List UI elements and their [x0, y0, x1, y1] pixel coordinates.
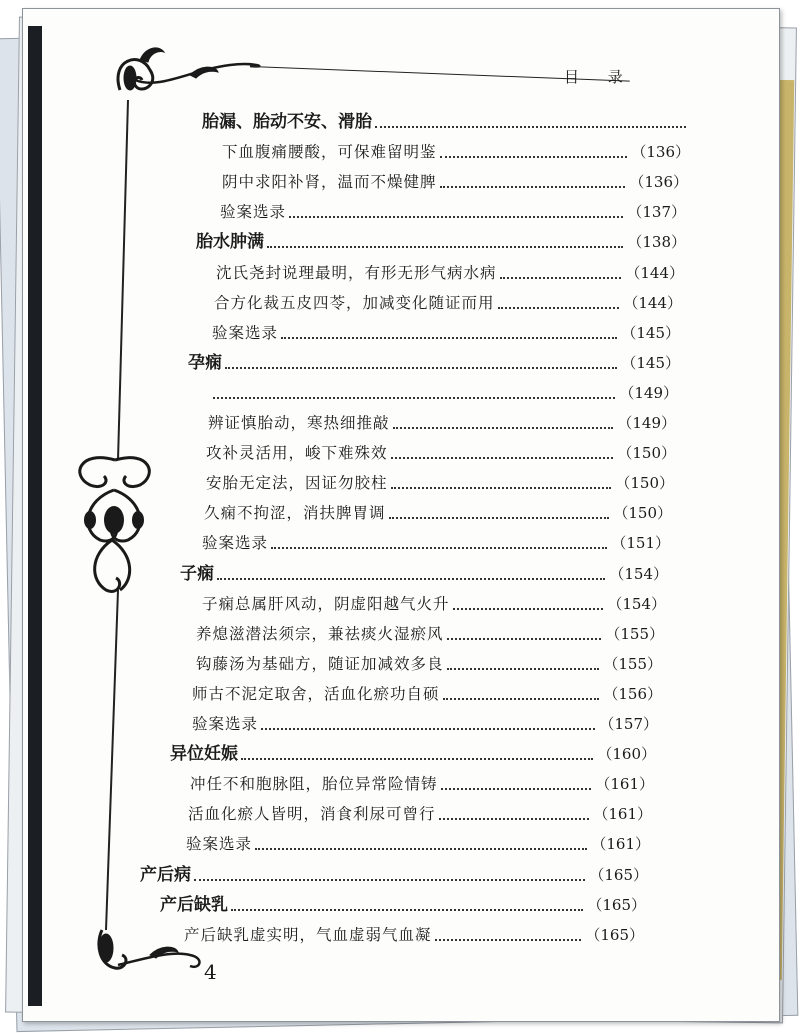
toc-leader-dots [194, 879, 585, 881]
toc-entry[interactable] [216, 261, 684, 283]
toc-entry-page: （151） [611, 534, 670, 553]
toc-leader-dots [213, 397, 615, 399]
toc-leader-dots [231, 909, 583, 911]
toc-entry-page: （165） [589, 865, 648, 884]
toc-entry[interactable] [196, 622, 664, 644]
toc-entry-page: （161） [593, 805, 652, 824]
toc-entry-title: 沈氏尧封说理最明，有形无形气病水病 [216, 263, 497, 282]
toc-entry-title: 异位妊娠 [170, 744, 238, 765]
toc-entry-title: 验案选录 [192, 715, 259, 733]
toc-leader-dots [391, 487, 612, 489]
page-number: 4 [204, 960, 217, 984]
toc-entry-page: （138） [627, 233, 686, 252]
toc-leader-dots [271, 547, 607, 549]
toc-entry-title: 钩藤汤为基础方，随证加减效多良 [196, 654, 444, 673]
toc-entry-page: （160） [597, 745, 656, 764]
toc-leader-dots [267, 246, 623, 248]
toc-entry[interactable] [160, 893, 646, 915]
toc-entry-title: 产后缺乳 [160, 894, 228, 915]
toc-entry-title: 阴中求阳补肾，温而不燥健脾 [222, 173, 437, 192]
toc-entry-title: 产后缺乳虚实明，气血虚弱气血凝 [184, 925, 432, 944]
toc-leader-dots [225, 367, 617, 369]
toc-entry[interactable] [212, 321, 680, 343]
toc-leader-dots [289, 216, 623, 218]
toc-leader-dots [217, 578, 605, 580]
toc-entry[interactable] [202, 110, 690, 132]
toc-entry-title: 下血腹痛腰酸，可保难留明鉴 [222, 143, 437, 162]
toc-entry[interactable] [202, 531, 670, 553]
toc-entry[interactable] [208, 411, 676, 433]
toc-entry-title: 胎漏、胎动不安、滑胎 [202, 112, 372, 132]
toc-leader-dots [435, 939, 582, 941]
toc-entry-title: 验案选录 [202, 534, 269, 553]
toc-entry-page: （157） [599, 715, 658, 733]
toc-entry-title: 孕痫 [188, 352, 222, 373]
toc-entry[interactable] [180, 562, 668, 584]
toc-entry-title: 辨证慎胎动，寒热细推敲 [208, 414, 390, 432]
toc-leader-dots [447, 638, 602, 640]
toc-entry[interactable] [192, 682, 662, 704]
toc-leader-dots [441, 788, 592, 790]
toc-leader-dots [440, 156, 628, 158]
toc-entry-page: （154） [609, 564, 668, 583]
toc-entry-title: 冲任不和胞脉阻，胎位异常险情铸 [190, 775, 438, 794]
toc-entry-page: （155） [605, 624, 664, 643]
toc-entry-page: （145） [621, 353, 680, 372]
toc-entry-title: 子痫 [180, 563, 214, 584]
toc-entry-title: 胎水肿满 [196, 232, 264, 253]
toc-leader-dots [440, 186, 626, 188]
toc-entry-page: （150） [615, 474, 674, 493]
toc-entry[interactable] [202, 592, 666, 614]
toc-entry[interactable] [220, 200, 686, 222]
toc-entry-page: （149） [619, 383, 678, 402]
toc-leader-dots [241, 758, 593, 760]
toc-leader-dots [453, 608, 604, 610]
toc-entry[interactable] [140, 863, 648, 885]
toc-entry-page: （150） [617, 444, 676, 463]
toc-entry[interactable] [188, 351, 680, 373]
toc-entry-page: （156） [603, 684, 662, 703]
toc-entry[interactable] [170, 742, 656, 764]
toc-entry-title: 验案选录 [186, 835, 253, 854]
toc-leader-dots [447, 668, 600, 670]
toc-entry-page: （145） [621, 323, 680, 342]
toc-entry[interactable] [184, 923, 644, 945]
toc-entry-title: 安胎无定法，因证勿胶柱 [206, 474, 388, 493]
toc-entry[interactable] [196, 230, 686, 252]
toc-leader-dots [375, 126, 686, 128]
toc-entry[interactable] [196, 652, 662, 674]
toc-leader-dots [281, 337, 617, 339]
toc-leader-dots [261, 728, 595, 730]
toc-entry-page: （154） [607, 594, 666, 613]
toc-entry-page: （161） [595, 775, 654, 794]
toc-entry[interactable] [188, 802, 652, 824]
toc-entry-page: （165） [587, 895, 646, 914]
toc-entry-title: 产后病 [140, 864, 191, 885]
toc-entry-title: 验案选录 [212, 323, 279, 342]
toc-entry[interactable] [222, 170, 688, 192]
toc-entry-title: 师古不泥定取舍，活血化瘀功自硕 [192, 684, 440, 703]
toc-entry-page: （144） [625, 263, 684, 282]
toc-leader-dots [498, 307, 620, 309]
toc-entry[interactable] [206, 471, 674, 493]
toc-entry-page: （137） [627, 203, 686, 222]
toc-entry-title: 验案选录 [220, 203, 287, 222]
toc-entry[interactable] [214, 291, 682, 313]
toc-entry-page: （149） [617, 414, 676, 432]
toc-leader-dots [393, 427, 614, 429]
toc-entry[interactable] [206, 441, 676, 463]
toc-entry[interactable] [204, 501, 672, 523]
toc-entry-title: 子痫总属肝风动，阴虚阳越气火升 [202, 594, 450, 613]
toc-entry[interactable] [186, 832, 650, 854]
toc-entry-page: （136） [629, 173, 688, 192]
toc-entry-page: （165） [585, 925, 644, 944]
toc-entry-title: 久痫不拘涩，消扶脾胃调 [204, 504, 386, 523]
toc-entry-title: 活血化瘀人皆明，消食利尿可曾行 [188, 805, 436, 824]
toc-entry-page: （144） [623, 293, 682, 312]
toc-entry-title: 养熄滋潜法须宗，兼祛痰火湿瘀风 [196, 624, 444, 643]
toc-leader-dots [500, 277, 622, 279]
toc-leader-dots [439, 818, 590, 820]
toc-entry[interactable] [222, 140, 690, 162]
toc-entry[interactable] [190, 772, 654, 794]
toc-entry-page: （136） [631, 143, 690, 162]
toc-leader-dots [443, 698, 600, 700]
toc-entry[interactable] [192, 712, 658, 734]
toc-entry-page: （150） [613, 504, 672, 523]
toc-entry-title: 攻补灵活用，峻下难殊效 [206, 444, 388, 463]
toc-leader-dots [255, 848, 587, 850]
toc-entry-page: （155） [603, 654, 662, 673]
toc-entry-title: 合方化裁五皮四苓，加减变化随证而用 [214, 293, 495, 312]
toc-entry[interactable] [210, 381, 678, 403]
toc-leader-dots [389, 517, 610, 519]
page-header-title: 目 录 [564, 68, 635, 86]
toc-leader-dots [391, 457, 614, 459]
toc-entry-page: （161） [591, 835, 650, 854]
